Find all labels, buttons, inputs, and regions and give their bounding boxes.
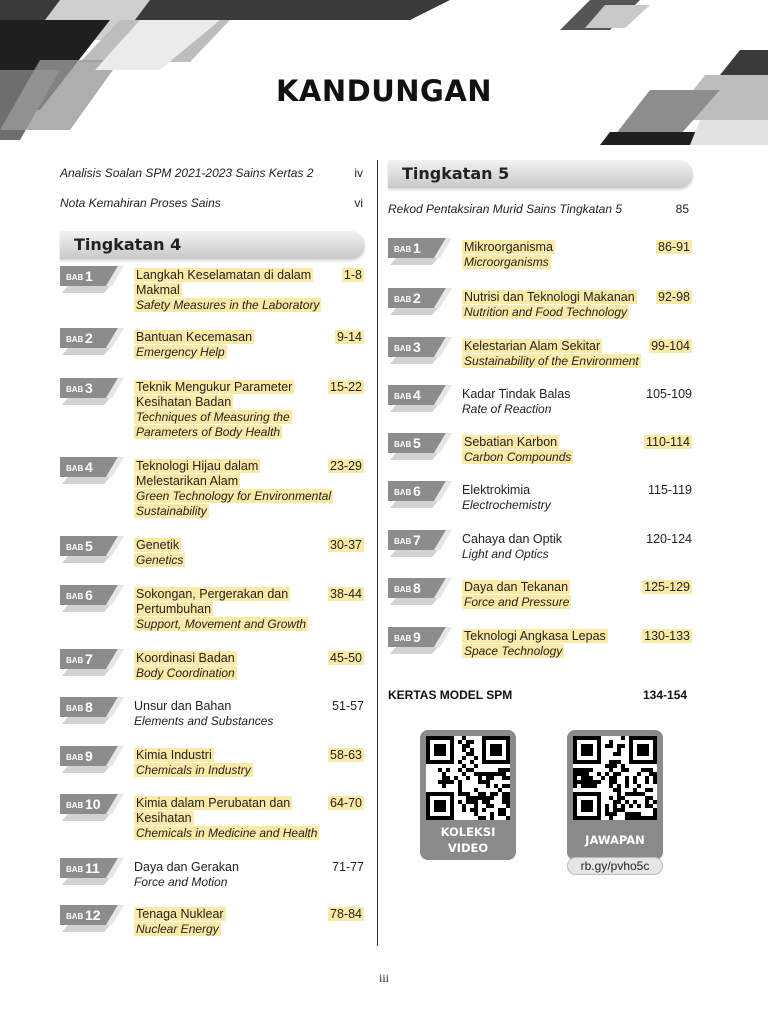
bab-number: 3 <box>413 339 421 355</box>
chapter-title-ms: Pertumbuhan <box>136 602 212 616</box>
chapter-title-ms: Unsur dan Bahan <box>134 699 232 713</box>
bab-label: BAB <box>394 440 412 449</box>
kertas-model-label: KERTAS MODEL SPM <box>388 688 513 702</box>
bab-label: BAB <box>394 585 412 594</box>
bab-label: BAB <box>394 392 412 401</box>
chapter-entry[interactable] <box>60 746 364 784</box>
chapter-pages: 78-84 <box>330 907 362 921</box>
chapter-title-en: Space Technology <box>464 644 563 658</box>
bab-number: 2 <box>413 290 421 306</box>
chapter-title-ms: Koordinasi Badan <box>136 651 235 665</box>
chapter-pages: 23-29 <box>330 459 362 473</box>
chapter-title-ms: Genetik <box>136 538 180 552</box>
bab-label: BAB <box>394 634 412 643</box>
chapter-entry[interactable] <box>60 457 364 525</box>
chapter-entry[interactable] <box>60 905 364 943</box>
bab-tag <box>388 238 452 266</box>
bab-label: BAB <box>66 912 84 921</box>
bab-label: BAB <box>66 385 84 394</box>
bab-number: 12 <box>85 907 101 923</box>
chapter-entry[interactable] <box>388 337 692 375</box>
chapter-title-ms: Daya dan Tekanan <box>464 580 569 594</box>
bab-tag <box>60 905 124 933</box>
chapter-entry[interactable] <box>60 536 364 574</box>
chapter-pages: 110-114 <box>645 435 690 449</box>
bab-tag <box>60 378 124 406</box>
chapter-title-en: Elements and Substances <box>134 714 274 728</box>
bab-tag <box>388 530 452 558</box>
column-divider <box>377 160 378 946</box>
chapter-entry[interactable] <box>60 794 364 847</box>
bab-label: BAB <box>394 488 412 497</box>
chapter-pages: 86-91 <box>658 240 690 254</box>
toc-row-rekod[interactable] <box>388 202 691 216</box>
bab-number: 6 <box>85 587 93 603</box>
chapter-title-ms: Melestarikan Alam <box>136 474 239 488</box>
chapter-pages: 71-77 <box>332 860 364 874</box>
chapter-title-ms: Makmal <box>136 283 180 297</box>
bab-label: BAB <box>66 464 84 473</box>
toc-row-page: vi <box>354 196 363 210</box>
chapter-title-en: Nutrition and Food Technology <box>464 305 627 319</box>
bab-number: 9 <box>85 748 93 764</box>
bab-label: BAB <box>66 335 84 344</box>
chapter-title-ms: Nutrisi dan Teknologi Makanan <box>464 290 635 304</box>
bab-number: 9 <box>413 629 421 645</box>
chapter-title-ms: Teknologi Angkasa Lepas <box>464 629 606 643</box>
chapter-entry[interactable] <box>60 266 364 319</box>
toc-row-text: Analisis Soalan SPM 2021-2023 Sains Kertas 2 <box>60 166 314 180</box>
chapter-pages: 45-50 <box>330 651 362 665</box>
chapter-title-en: Microorganisms <box>464 255 549 269</box>
chapter-title-en: Sustainability <box>136 504 207 518</box>
chapter-title-ms: Tenaga Nuklear <box>136 907 224 921</box>
bab-number: 2 <box>85 330 93 346</box>
bab-label: BAB <box>66 656 84 665</box>
chapter-title-en: Support, Movement and Growth <box>136 617 307 631</box>
bab-label: BAB <box>66 273 84 282</box>
chapter-title-ms: Bantuan Kecemasan <box>136 330 253 344</box>
chapter-title-en: Electrochemistry <box>462 498 551 512</box>
bab-tag <box>60 266 124 294</box>
bab-number: 7 <box>85 651 93 667</box>
bab-number: 1 <box>85 268 93 284</box>
bab-label: BAB <box>394 537 412 546</box>
chapter-entry[interactable] <box>388 627 692 665</box>
chapter-title-ms: Kadar Tindak Balas <box>462 387 571 401</box>
chapter-title-en: Force and Pressure <box>464 595 570 609</box>
toc-row-nota[interactable] <box>60 196 365 210</box>
chapter-title-ms: Langkah Keselamatan di dalam <box>136 268 312 282</box>
bab-tag <box>60 649 124 677</box>
bab-number: 1 <box>413 240 421 256</box>
bab-tag <box>388 578 452 606</box>
chapter-title-en: Chemicals in Medicine and Health <box>136 826 318 840</box>
chapter-entry[interactable] <box>60 649 364 687</box>
bab-label: BAB <box>394 295 412 304</box>
chapter-pages: 30-37 <box>330 538 362 552</box>
chapter-title-en: Force and Motion <box>134 875 228 889</box>
chapter-title-ms: Sokongan, Pergerakan dan <box>136 587 289 601</box>
chapter-pages: 1-8 <box>343 268 362 282</box>
bab-tag <box>60 536 124 564</box>
toc-row-text: Rekod Pentaksiran Murid Sains Tingkatan 5 <box>388 202 623 216</box>
chapter-pages: 38-44 <box>330 587 362 601</box>
short-url-link[interactable]: rb.gy/pvho5c <box>567 857 663 875</box>
chapter-title-en: Rate of Reaction <box>462 402 552 416</box>
toc-row-text: Nota Kemahiran Proses Sains <box>60 196 221 210</box>
chapter-title-ms: Elektrokimia <box>462 483 531 497</box>
qr-card-jawapan[interactable] <box>567 730 663 860</box>
chapter-title-ms: Teknologi Hijau dalam <box>136 459 259 473</box>
chapter-title-en: Genetics <box>136 553 184 567</box>
chapter-title-en: Parameters of Body Health <box>136 425 281 439</box>
chapter-entry[interactable] <box>388 481 692 519</box>
chapter-pages: 115-119 <box>647 483 692 497</box>
bab-label: BAB <box>66 704 84 713</box>
page-title: KANDUNGAN <box>275 74 493 108</box>
chapter-pages: 105-109 <box>646 387 692 401</box>
bab-tag <box>388 385 452 413</box>
kertas-model-pages: 134-154 <box>643 688 688 702</box>
chapter-title-en: Sustainability of the Environment <box>464 354 639 368</box>
chapter-title-en: Chemicals in Industry <box>136 763 251 777</box>
chapter-pages: 99-104 <box>651 339 690 353</box>
chapter-entry[interactable] <box>60 858 364 896</box>
tingkatan4-heading: Tingkatan 4 <box>60 231 365 259</box>
bab-tag <box>388 433 452 461</box>
toc-row-page: iv <box>354 166 363 180</box>
bab-tag <box>60 794 124 822</box>
bab-number: 4 <box>85 459 93 475</box>
bab-tag <box>60 328 124 356</box>
chapter-pages: 125-129 <box>644 580 690 594</box>
bab-tag <box>388 288 452 316</box>
bab-number: 5 <box>413 435 421 451</box>
bab-tag <box>388 337 452 365</box>
chapter-title-en: Nuclear Energy <box>136 922 219 936</box>
chapter-title-ms: Kesihatan <box>136 811 192 825</box>
chapter-title-ms: Kimia Industri <box>136 748 212 762</box>
qr-code-icon <box>573 736 657 820</box>
chapter-entry[interactable] <box>388 288 692 326</box>
chapter-title-en: Body Coordination <box>136 666 235 680</box>
chapter-entry[interactable] <box>388 385 692 423</box>
bab-label: BAB <box>66 753 84 762</box>
qr-card-label: VIDEO <box>447 841 489 855</box>
bab-number: 8 <box>85 699 93 715</box>
qr-card-koleksi-video[interactable] <box>420 730 516 860</box>
chapter-title-ms: Cahaya dan Optik <box>462 532 563 546</box>
chapter-entry[interactable] <box>60 697 364 735</box>
chapter-title-en: Light and Optics <box>462 547 549 561</box>
bab-label: BAB <box>66 865 84 874</box>
chapter-title-en: Safety Measures in the Laboratory <box>136 298 320 312</box>
chapter-entry[interactable] <box>60 378 364 446</box>
chapter-pages: 64-70 <box>330 796 362 810</box>
chapter-title-ms: Sebatian Karbon <box>464 435 558 449</box>
chapter-entry[interactable] <box>60 328 364 366</box>
chapter-entry[interactable] <box>388 433 692 471</box>
chapter-title-en: Emergency Help <box>136 345 225 359</box>
chapter-pages: 9-14 <box>336 330 362 344</box>
chapter-title-ms: Daya dan Gerakan <box>134 860 239 874</box>
page-number: iii <box>378 971 389 985</box>
chapter-pages: 51-57 <box>332 699 364 713</box>
bab-tag <box>388 627 452 655</box>
chapter-entry[interactable] <box>388 578 692 616</box>
chapter-pages: 15-22 <box>330 380 362 394</box>
bab-number: 4 <box>413 387 421 403</box>
bab-label: BAB <box>394 245 412 254</box>
qr-card-label: KOLEKSI <box>440 825 496 839</box>
chapter-title-ms: Mikroorganisma <box>464 240 553 254</box>
bab-number: 5 <box>85 538 93 554</box>
toc-row-analisis[interactable] <box>60 166 365 180</box>
bab-tag <box>60 746 124 774</box>
bab-number: 11 <box>85 860 100 876</box>
bab-number: 7 <box>413 532 421 548</box>
bab-label: BAB <box>66 801 84 810</box>
chapter-entry[interactable] <box>388 530 692 568</box>
bab-label: BAB <box>66 592 84 601</box>
chapter-title-en: Techniques of Measuring the <box>136 410 290 424</box>
chapter-title-en: Carbon Compounds <box>464 450 572 464</box>
bab-number: 10 <box>85 796 101 812</box>
chapter-pages: 58-63 <box>330 748 362 762</box>
chapter-pages: 92-98 <box>658 290 690 304</box>
chapter-title-ms: Kelestarian Alam Sekitar <box>464 339 601 353</box>
bab-number: 3 <box>85 380 93 396</box>
bab-label: BAB <box>394 344 412 353</box>
bab-tag <box>388 481 452 509</box>
toc-row-page: 85 <box>675 202 689 216</box>
chapter-title-ms: Teknik Mengukur Parameter <box>136 380 293 394</box>
qr-card-label: JAWAPAN <box>585 833 645 847</box>
chapter-entry[interactable] <box>388 238 692 276</box>
chapter-pages: 130-133 <box>644 629 690 643</box>
bab-label: BAB <box>66 543 84 552</box>
qr-code-icon <box>426 736 510 820</box>
chapter-entry[interactable] <box>60 585 364 638</box>
chapter-title-ms: Kimia dalam Perubatan dan <box>136 796 291 810</box>
chapter-pages: 120-124 <box>646 532 692 546</box>
bab-number: 8 <box>413 580 421 596</box>
bab-number: 6 <box>413 483 421 499</box>
bab-tag <box>60 585 124 613</box>
tingkatan5-heading: Tingkatan 5 <box>388 160 693 188</box>
bab-tag <box>60 697 124 725</box>
chapter-title-en: Green Technology for Environmental <box>136 489 331 503</box>
bab-tag <box>60 858 124 886</box>
chapter-title-ms: Kesihatan Badan <box>136 395 232 409</box>
bab-tag <box>60 457 124 485</box>
